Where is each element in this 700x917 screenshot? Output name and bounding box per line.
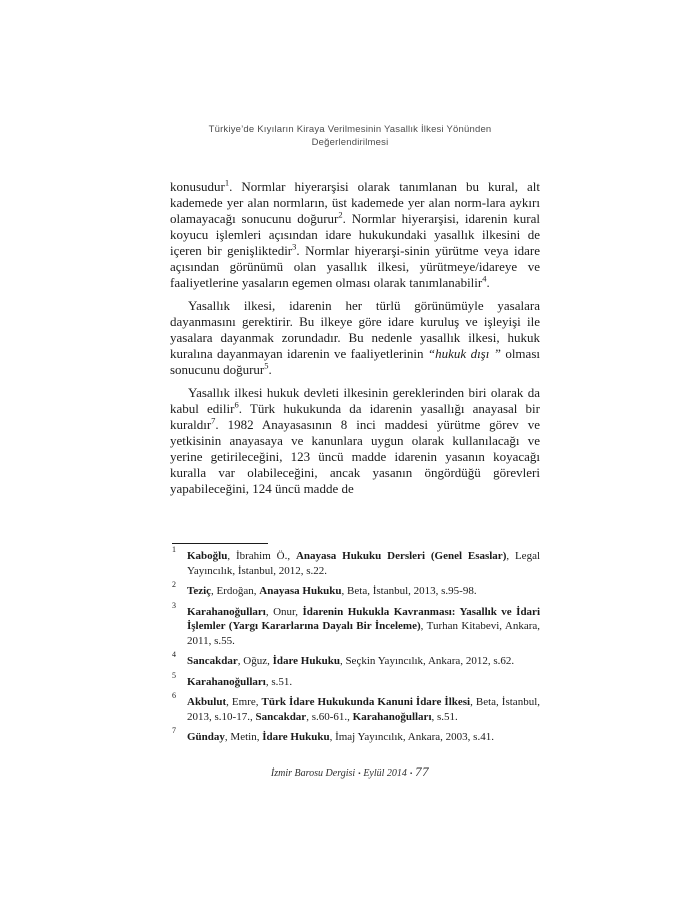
running-header bbox=[100, 123, 600, 149]
footnote-ref: 5 bbox=[264, 360, 269, 371]
text-segment: , Beta, İstanbul, 2013, s.95-98. bbox=[341, 585, 477, 597]
running-header-line1: Türkiye’de Kıyıların Kiraya Verilmesinin Yasallık İlkesi Yönünden bbox=[208, 124, 492, 135]
text-segment: , İmaj Yayıncılık, Ankara, 2003, s.41. bbox=[329, 731, 494, 743]
footnote-item: 1 Kaboğlu, İbrahim Ö., Anayasa Hukuku Dersleri (Genel Esaslar), Legal Yayıncılık, İstanbul, 2012, s.22. bbox=[172, 545, 541, 577]
issue-date: Eylül 2014 bbox=[363, 768, 407, 779]
footnotes-section bbox=[170, 545, 541, 751]
text-segment: Karahanoğulları bbox=[187, 675, 266, 688]
text-segment: , Erdoğan, bbox=[211, 585, 260, 597]
text-segment: Günday bbox=[187, 731, 225, 743]
footnote-ref: 2 bbox=[338, 209, 343, 220]
footnote-ref: 1 bbox=[224, 177, 230, 188]
footnote-item: 4 Sancakdar, Oğuz, İdare Hukuku, Seçkin Yayıncılık, Ankara, 2012, s.62. bbox=[172, 650, 515, 667]
text-segment: , Oğuz, bbox=[237, 655, 273, 667]
text-segment: . bbox=[486, 275, 490, 290]
text-segment: , İbrahim Ö., bbox=[227, 550, 296, 562]
footnote-text bbox=[187, 731, 494, 743]
page-footer bbox=[100, 764, 600, 780]
text-segment: , Beta, İstanbul, 2013, s.10-17., bbox=[187, 696, 540, 723]
page-number: 77 bbox=[415, 764, 430, 779]
text-segment: Karahanoğulları bbox=[187, 605, 266, 618]
text-segment: , s.51. bbox=[431, 710, 458, 723]
text-segment: Yasallık ilkesi hukuk devleti ilkesinin gereklerinden biri olarak da kabul edilir bbox=[170, 385, 540, 416]
body-paragraph bbox=[170, 179, 540, 291]
footnote-text bbox=[187, 676, 292, 688]
body-paragraph bbox=[170, 385, 540, 497]
text-segment: Akbulut bbox=[187, 696, 227, 708]
text-segment: Teziç bbox=[187, 585, 212, 597]
footnote-ref: 4 bbox=[482, 273, 487, 284]
text-segment: , Onur, bbox=[265, 605, 303, 618]
footnote-item: 2 Teziç, Erdoğan, Anayasa Hukuku, Beta, İstanbul, 2013, s.95-98. bbox=[172, 580, 477, 597]
text-segment: Karahanoğulları bbox=[352, 710, 432, 723]
text-segment: . Normlar hiyerarşi-sinin yürütme veya idare açısından görünümü olan yasallık ilkesi, yürütmeye/idareye ve faaliyetlerine yasaların egemen olması olarak tanımlanabilir bbox=[170, 243, 540, 290]
text-segment: Türk İdare Hukukunda Kanuni İdare İlkesi bbox=[261, 696, 471, 708]
text-segment: . Normlar hiyerarşisi olarak tanımlanan bu kural, alt kademede yer alan normların, üst kademede yer alan norm-lara aykırı olamayacağı sonucunu doğurur bbox=[170, 179, 540, 226]
text-segment: Sancakdar bbox=[255, 710, 307, 723]
footnote-text bbox=[187, 585, 477, 597]
footnote-text bbox=[187, 550, 540, 577]
text-segment: , s.60-61., bbox=[306, 710, 353, 723]
body-paragraph bbox=[170, 298, 540, 378]
footnote-ref: 7 bbox=[211, 415, 216, 426]
text-segment: , s.51. bbox=[265, 675, 293, 688]
text-segment: olması sonucunu doğurur bbox=[170, 346, 540, 377]
text-segment: Kaboğlu bbox=[187, 550, 228, 562]
text-segment: Yasallık ilkesi, idarenin her türlü görünümüyle yasalara dayanmasını gerektirir. Bu ilkeye göre idare kuruluş ve işleyişi ile yasalara dayanmak zorundadır. Bu nedenle yasallık ilkesi, hukuk kuralına dayanmayan idarenin ve faaliyetlerinin bbox=[170, 298, 540, 361]
footnote-ref: 6 bbox=[234, 399, 239, 410]
text-segment: Anayasa Hukuku Dersleri (Genel Esaslar) bbox=[295, 550, 507, 562]
journal-name: İzmir Barosu Dergisi bbox=[270, 768, 356, 779]
text-segment: , Turhan Kitabevi, Ankara, 2011, s.55. bbox=[187, 620, 540, 647]
footnote-text bbox=[187, 696, 540, 723]
text-segment: . 1982 Anayasasının 8 inci maddesi yürütme görev ve yetkisinin anayasaya ve kanunlara uygun olarak kullanılacağı ve yerine getirileceğini, 123 üncü madde idarenin yasanın koyacağı kuralla var olabileceğini, ancak yasanın öngördüğü görevleri yapabileceğini, 124 üncü madde de bbox=[170, 417, 540, 496]
text-segment: İdarenin Hukukla Kavranması: Yasallık ve İdari İşlemler (Yargı Kararlarına Dayalı Bir İnceleme) bbox=[187, 605, 540, 632]
text-segment: , Legal Yayıncılık, İstanbul, 2012, s.22. bbox=[187, 550, 541, 577]
text-segment: “hukuk dışı ” bbox=[427, 346, 501, 361]
text-segment: , Emre, bbox=[226, 696, 262, 708]
footnote-separator bbox=[172, 543, 268, 544]
footnote-item: 3 Karahanoğulları, Onur, İdarenin Hukukla Kavranması: Yasallık ve İdari İşlemler (Yargı Kararlarına Dayalı Bir İnceleme), Turhan Kitabevi, Ankara, 2011, s.55. bbox=[172, 600, 540, 647]
text-segment: . Türk hukukunda da idarenin yasallığı anayasal bir kuraldır bbox=[170, 401, 540, 432]
text-segment: Sancakdar bbox=[187, 655, 238, 667]
footnote-text bbox=[187, 655, 514, 667]
footer-bullet-icon: ▪ bbox=[409, 771, 413, 777]
footnote-item: 5 Karahanoğulları, s.51. bbox=[172, 670, 293, 688]
text-segment: İdare Hukuku bbox=[272, 655, 340, 667]
text-segment: İdare Hukuku bbox=[262, 731, 330, 743]
footnote-ref: 3 bbox=[292, 241, 297, 252]
footnote-text bbox=[187, 606, 540, 647]
footnote-item: 6 Akbulut, Emre, Türk İdare Hukukunda Kanuni İdare İlkesi, Beta, İstanbul, 2013, s.10-17., Sancakdar, s.60-61., Karahanoğulları, s.51. bbox=[172, 691, 540, 723]
footer-bullet-icon: ▪ bbox=[358, 771, 361, 777]
footnote-item: 7 Günday, Metin, İdare Hukuku, İmaj Yayıncılık, Ankara, 2003, s.41. bbox=[172, 726, 494, 743]
text-segment: konusudur bbox=[170, 179, 225, 194]
running-header-line2: Değerlendirilmesi bbox=[311, 137, 389, 148]
text-segment: , Seçkin Yayıncılık, Ankara, 2012, s.62. bbox=[339, 655, 515, 667]
text-segment: Anayasa Hukuku bbox=[259, 585, 342, 597]
body-text bbox=[170, 179, 540, 497]
text-segment: , Metin, bbox=[224, 731, 263, 743]
text-segment: . bbox=[268, 362, 272, 377]
text-segment: . Normlar hiyerarşisi, idarenin kural koyucu işlemleri açısından idare hukukundaki yasallık ilkesini de içeren bir genişliktedir bbox=[170, 211, 540, 258]
